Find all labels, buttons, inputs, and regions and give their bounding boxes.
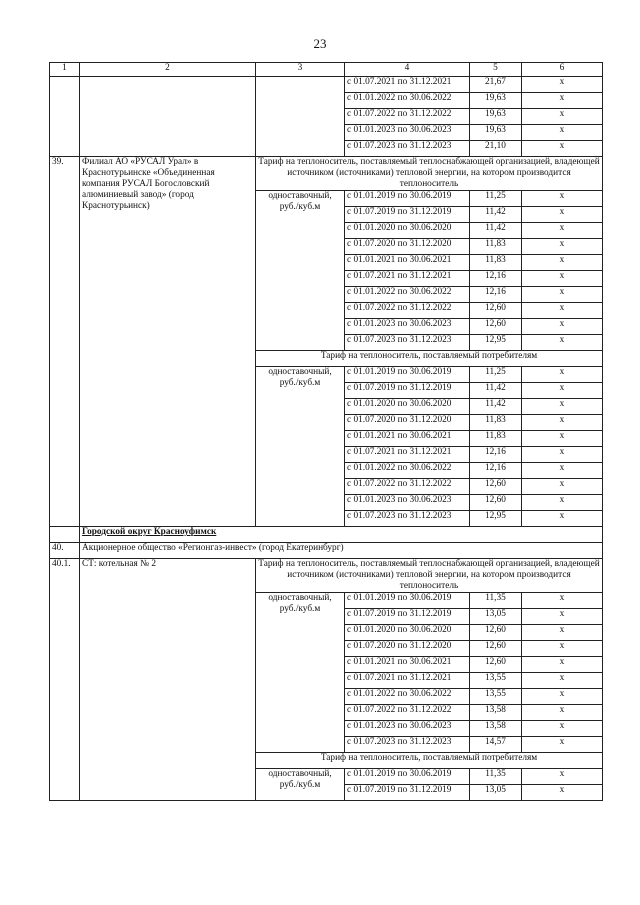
x-cell: x [522,223,603,239]
entry-number-cell: 40. [50,543,80,559]
period-cell: с 01.07.2022 по 31.12.2022 [345,479,470,495]
x-cell: x [522,125,603,141]
value-cell: 11,35 [470,593,522,609]
x-cell: x [522,463,603,479]
value-cell: 12,60 [470,641,522,657]
value-cell: 14,57 [470,737,522,753]
x-cell: x [522,447,603,463]
unit-cell: одноставочный, руб./куб.м [256,367,345,527]
value-cell: 11,83 [470,415,522,431]
value-cell: 11,25 [470,367,522,383]
value-cell: 11,42 [470,207,522,223]
period-cell: с 01.07.2023 по 31.12.2023 [345,335,470,351]
value-cell: 12,16 [470,463,522,479]
company-row [50,543,603,559]
value-cell: 11,42 [470,223,522,239]
period-cell: с 01.07.2019 по 31.12.2019 [345,609,470,625]
period-cell: с 01.07.2022 по 31.12.2022 [345,303,470,319]
period-cell: с 01.01.2022 по 30.06.2022 [345,93,470,109]
period-cell: с 01.07.2022 по 31.12.2022 [345,705,470,721]
value-cell: 12,95 [470,511,522,527]
value-cell: 19,63 [470,93,522,109]
value-cell: 13,58 [470,721,522,737]
x-cell: x [522,399,603,415]
value-cell: 13,58 [470,705,522,721]
x-cell: x [522,625,603,641]
value-cell: 19,63 [470,125,522,141]
tariff-group-header-row [50,559,603,593]
value-cell: 12,60 [470,319,522,335]
period-cell: с 01.01.2019 по 30.06.2019 [345,191,470,207]
value-cell: 13,55 [470,673,522,689]
col-header-1: 1 [50,63,80,77]
period-cell: с 01.07.2019 по 31.12.2019 [345,207,470,223]
value-cell: 12,60 [470,625,522,641]
x-cell: x [522,737,603,753]
district-row [50,527,603,543]
tariff-group-title: Тариф на теплоноситель, поставляемый потребителям [256,351,603,367]
period-cell: с 01.07.2021 по 31.12.2021 [345,271,470,287]
period-cell: с 01.01.2021 по 30.06.2021 [345,255,470,271]
x-cell: x [522,303,603,319]
x-cell: x [522,141,603,157]
value-cell: 13,05 [470,609,522,625]
value-cell: 13,05 [470,785,522,801]
value-cell: 13,55 [470,689,522,705]
x-cell: x [522,479,603,495]
tariff-table [49,62,603,801]
value-cell: 12,16 [470,271,522,287]
period-cell: с 01.01.2019 по 30.06.2019 [345,769,470,785]
col-header-5: 5 [470,63,522,77]
entry-name-cell: СТ: котельная № 2 [80,559,256,801]
value-cell: 12,60 [470,479,522,495]
col-header-3: 3 [256,63,345,77]
x-cell: x [522,207,603,223]
tariff-group-title: Тариф на теплоноситель, поставляемый теплоснабжающей организацией, владеющей источником (источниками) тепловой энергии, на котором производится теплоноситель [256,157,603,191]
entry-number-cell: 40.1. [50,559,80,801]
period-cell: с 01.07.2019 по 31.12.2019 [345,785,470,801]
entry-number-cell: 39. [50,157,80,527]
period-cell: с 01.07.2023 по 31.12.2023 [345,737,470,753]
period-cell: с 01.07.2019 по 31.12.2019 [345,383,470,399]
period-cell: с 01.07.2023 по 31.12.2023 [345,511,470,527]
period-cell: с 01.01.2023 по 30.06.2023 [345,125,470,141]
col-header-4: 4 [345,63,470,77]
x-cell: x [522,287,603,303]
value-cell: 11,35 [470,769,522,785]
period-cell: с 01.07.2020 по 31.12.2020 [345,239,470,255]
period-cell: с 01.01.2023 по 30.06.2023 [345,721,470,737]
x-cell: x [522,319,603,335]
x-cell: x [522,495,603,511]
unit-cell: одноставочный, руб./куб.м [256,593,345,753]
value-cell: 12,60 [470,495,522,511]
x-cell: x [522,673,603,689]
column-number-row [50,63,603,77]
period-cell: с 01.07.2022 по 31.12.2022 [345,109,470,125]
x-cell: x [522,785,603,801]
tariff-group-title: Тариф на теплоноситель, поставляемый теплоснабжающей организацией, владеющей источником (источниками) тепловой энергии, на котором производится теплоноситель [256,559,603,593]
period-cell: с 01.01.2022 по 30.06.2022 [345,689,470,705]
period-cell: с 01.07.2020 по 31.12.2020 [345,641,470,657]
value-cell: 11,42 [470,383,522,399]
period-cell: с 01.07.2020 по 31.12.2020 [345,415,470,431]
x-cell: x [522,593,603,609]
x-cell: x [522,271,603,287]
entry-name-cell [80,77,256,157]
x-cell: x [522,77,603,93]
period-cell: с 01.01.2022 по 30.06.2022 [345,287,470,303]
value-cell: 21,10 [470,141,522,157]
district-heading: Городской округ Красноуфимск [80,527,603,543]
period-cell: с 01.01.2021 по 30.06.2021 [345,657,470,673]
value-cell: 11,83 [470,431,522,447]
col-header-6: 6 [522,63,603,77]
period-cell: с 01.01.2019 по 30.06.2019 [345,593,470,609]
tariff-table-body [50,63,603,801]
tariff-group-header-row [50,157,603,191]
x-cell: x [522,769,603,785]
x-cell: x [522,93,603,109]
company-name-cell: Акционерное общество «Регионгаз-инвест» (город Екатеринбург) [80,543,603,559]
period-cell: с 01.07.2021 по 31.12.2021 [345,447,470,463]
period-cell: с 01.07.2021 по 31.12.2021 [345,77,470,93]
x-cell: x [522,689,603,705]
value-cell: 12,60 [470,303,522,319]
col-header-2: 2 [80,63,256,77]
x-cell: x [522,255,603,271]
entry-name-cell: Филиал АО «РУСАЛ Урал» в Краснотурьинске «Объединенная компания РУСАЛ Богословский алюминиевый завод» (город Краснотурьинск) [80,157,256,527]
value-cell: 12,60 [470,657,522,673]
x-cell: x [522,415,603,431]
value-cell: 11,42 [470,399,522,415]
unit-cell: одноставочный, руб./куб.м [256,191,345,351]
tariff-group-title: Тариф на теплоноситель, поставляемый потребителям [256,753,603,769]
x-cell: x [522,609,603,625]
x-cell: x [522,511,603,527]
x-cell: x [522,705,603,721]
value-cell: 11,25 [470,191,522,207]
x-cell: x [522,109,603,125]
x-cell: x [522,383,603,399]
value-cell: 19,63 [470,109,522,125]
period-cell: с 01.07.2023 по 31.12.2023 [345,141,470,157]
period-cell: с 01.07.2021 по 31.12.2021 [345,673,470,689]
district-blank-cell [50,527,80,543]
entry-number-cell [50,77,80,157]
x-cell: x [522,335,603,351]
period-cell: с 01.01.2020 по 30.06.2020 [345,625,470,641]
period-cell: с 01.01.2020 по 30.06.2020 [345,223,470,239]
x-cell: x [522,657,603,673]
x-cell: x [522,239,603,255]
value-cell: 11,83 [470,239,522,255]
x-cell: x [522,721,603,737]
unit-cell: одноставочный, руб./куб.м [256,769,345,801]
period-cell: с 01.01.2019 по 30.06.2019 [345,367,470,383]
x-cell: x [522,367,603,383]
unit-cell [256,77,345,157]
value-cell: 12,95 [470,335,522,351]
period-cell: с 01.01.2020 по 30.06.2020 [345,399,470,415]
value-cell: 12,16 [470,447,522,463]
x-cell: x [522,191,603,207]
x-cell: x [522,641,603,657]
period-cell: с 01.01.2023 по 30.06.2023 [345,319,470,335]
x-cell: x [522,431,603,447]
page-number: 23 [313,36,327,51]
period-cell: с 01.01.2022 по 30.06.2022 [345,463,470,479]
table-row [50,77,603,93]
period-cell: с 01.01.2023 по 30.06.2023 [345,495,470,511]
period-cell: с 01.01.2021 по 30.06.2021 [345,431,470,447]
value-cell: 11,83 [470,255,522,271]
value-cell: 12,16 [470,287,522,303]
value-cell: 21,67 [470,77,522,93]
